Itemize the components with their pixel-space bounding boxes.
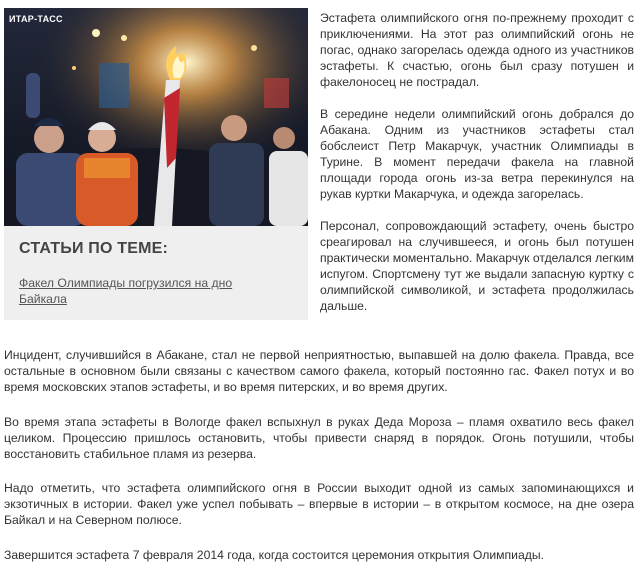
article-full-block-3 [4, 480, 634, 528]
article-side-column [320, 10, 634, 330]
article-full-block-2 [4, 414, 634, 462]
photo-credit: ИТАР-ТАСС [9, 14, 63, 24]
article-paragraph: Во время этапа эстафеты в Вологде факел вспыхнул в руках Деда Мороза – пламя охватило весь факел целиком. Процессию пришлось остановить, чтобы привести снаряд в порядок. Огонь потушили, чтобы восстановить стабильное пламя из резерва. [4, 415, 634, 461]
photo-illustration [4, 8, 308, 226]
related-articles-box [4, 226, 308, 320]
related-article-link[interactable]: Факел Олимпиады погрузился на дно Байкала [19, 276, 233, 306]
article-paragraph: Инцидент, случившийся в Абакане, стал не первой неприятностью, выпавшей на долю факела. Правда, все остальные в основном были связаны с качеством самого факела, который постоянно гас. Факел потух и во время московских этапов эстафеты, и во время питерских, и во время других. [4, 348, 634, 394]
article-paragraph: В середине недели олимпийский огонь добрался до Абакана. Одним из участников эстафеты стал бобслеист Петр Макарчук, участник Олимпиады в Турине. В момент передачи факела на главной площади города огонь из-за ветра перекинулся на рукав куртки Макарчука, и одежда загорелась. [320, 107, 634, 201]
left-column [4, 8, 308, 320]
related-articles-title: СТАТЬИ ПО ТЕМЕ: [19, 240, 169, 257]
olympic-torch-photo [4, 8, 308, 226]
article-paragraph: Персонал, сопровождающий эстафету, очень быстро среагировал на случившееся, и огонь был потушен практически моментально. Макарчук отделался легким испугом. Спортсмену тут же выдали запасную куртку с олимпийской символикой, и эстафета продолжилась дальше. [320, 219, 634, 313]
article-paragraph: Эстафета олимпийского огня по-прежнему проходит с приключениями. На этот раз олимпийский огонь не погас, однако загорелась одежда одного из участников эстафеты. К счастью, огонь был сразу потушен и факелоносец не пострадал. [320, 11, 634, 89]
article-paragraph: Надо отметить, что эстафета олимпийского огня в России выходит одной из самых запоминающихся и экзотичных в истории. Факел уже успел побывать – впервые в истории – в открытом космосе, на дне озера Байкал и на Северном полюсе. [4, 481, 634, 527]
article-full-block-1 [4, 347, 634, 395]
article-full-block-4 [4, 547, 634, 563]
article-paragraph: Завершится эстафета 7 февраля 2014 года, когда состоится церемония открытия Олимпиады. [4, 548, 544, 562]
